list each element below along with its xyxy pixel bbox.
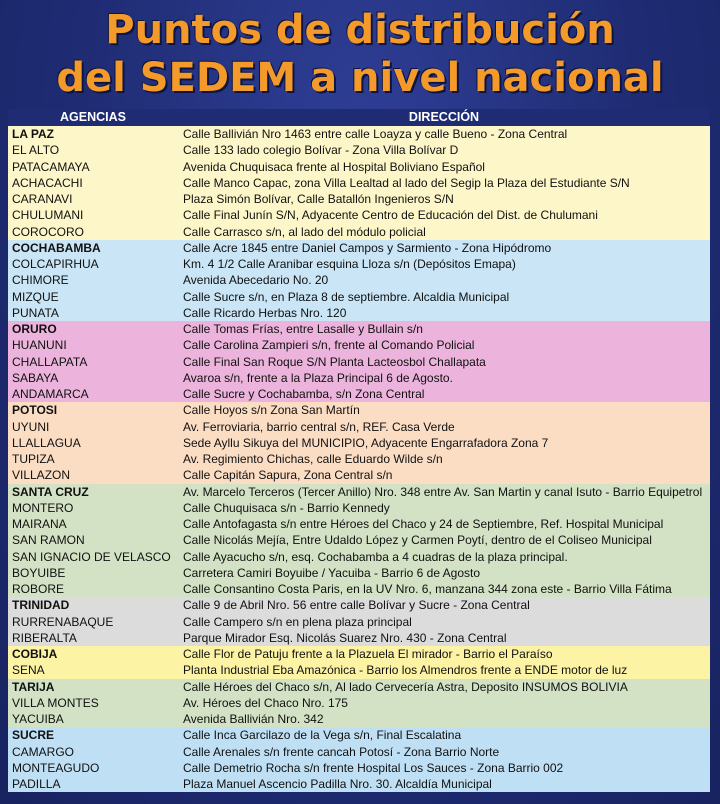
agency-cell: YACUIBA xyxy=(12,712,64,726)
table-row xyxy=(8,451,710,467)
agency-cell: TUPIZA xyxy=(12,452,55,466)
agency-cell: PATACAMAYA xyxy=(12,159,90,174)
table-row xyxy=(8,484,710,500)
table-row xyxy=(8,224,710,240)
agency-cell: SENA xyxy=(12,663,45,678)
address-cell: Calle Hoyos s/n Zona San Martín xyxy=(183,403,360,418)
title-line-2: del SEDEM a nivel nacional xyxy=(56,55,664,101)
address-cell: Calle Sucre s/n, en Plaza 8 de septiembre. Alcaldia Municipal xyxy=(183,289,510,304)
distribution-table xyxy=(8,109,710,792)
agency-cell: SAN IGNACIO DE VELASCO xyxy=(12,549,171,564)
table-row xyxy=(8,191,710,207)
address-cell: Calle Ayacucho s/n, esq. Cochabamba a 4 cuadras de la plaza principal. xyxy=(183,549,568,564)
agency-cell: MONTEAGUDO xyxy=(12,760,100,775)
address-cell: Calle Campero s/n en plena plaza principal xyxy=(183,614,412,629)
table-body xyxy=(8,126,710,792)
address-cell: Calle Capitán Sapura, Zona Central s/n xyxy=(183,468,393,483)
table-row xyxy=(8,386,710,402)
agency-cell: CARANAVI xyxy=(12,192,73,206)
address-cell: Calle 9 de Abril Nro. 56 entre calle Bolívar y Sucre - Zona Central xyxy=(183,598,530,613)
table-row xyxy=(8,532,710,548)
table-row xyxy=(8,776,710,792)
address-cell: Carretera Camiri Boyuibe / Yacuiba - Barrio 6 de Agosto xyxy=(183,565,481,580)
table-row xyxy=(8,419,710,435)
agency-cell: CHALLAPATA xyxy=(12,354,88,369)
table-header xyxy=(8,109,710,126)
address-cell: Calle Demetrio Rocha s/n frente Hospital Los Sauces - Zona Barrio 002 xyxy=(183,760,564,775)
address-cell: Calle Final San Roque S/N Planta Lacteosbol Challapata xyxy=(183,354,486,369)
address-cell: Calle Carolina Zampieri s/n, frente al Comando Policial xyxy=(183,338,475,353)
table-row xyxy=(8,256,710,272)
table-row xyxy=(8,126,710,142)
table-row xyxy=(8,289,710,305)
agency-cell: VILLA MONTES xyxy=(12,695,99,710)
agency-cell: SANTA CRUZ xyxy=(12,484,89,499)
agency-cell: COCHABAMBA xyxy=(12,240,101,255)
agency-cell: EL ALTO xyxy=(12,143,60,158)
address-cell: Sede Ayllu Sikuya del MUNICIPIO, Adyacente Engarrafadora Zona 7 xyxy=(183,435,549,450)
agency-cell: RIBERALTA xyxy=(12,630,77,645)
agency-cell: MONTERO xyxy=(12,500,74,515)
agency-cell: TRINIDAD xyxy=(12,598,70,613)
agency-cell: TARIJA xyxy=(12,679,55,694)
address-cell: Calle Nicolás Mejía, Entre Udaldo López y Carmen Poytí, dentro de el Coliseo Municipal xyxy=(183,533,652,548)
address-cell: Calle Final Junín S/N, Adyacente Centro de Educación del Dist. de Chulumani xyxy=(183,208,598,223)
agency-cell: PUNATA xyxy=(12,305,59,320)
address-cell: Av. Héroes del Chaco Nro. 175 xyxy=(183,695,348,710)
address-cell: Av. Ferroviaria, barrio central s/n, REF. Casa Verde xyxy=(183,419,455,434)
address-cell: Plaza Simón Bolívar, Calle Batallón Ingenieros S/N xyxy=(183,192,454,206)
agency-cell: SUCRE xyxy=(12,728,55,743)
table-row xyxy=(8,760,710,776)
agency-cell: MAIRANA xyxy=(12,517,67,531)
table-row xyxy=(8,500,710,516)
address-cell: Calle Carrasco s/n, al lado del módulo policial xyxy=(183,224,426,239)
agency-cell: UYUNI xyxy=(12,419,50,434)
agency-cell: PADILLA xyxy=(12,777,61,791)
table-row xyxy=(8,354,710,370)
address-cell: Calle Héroes del Chaco s/n, Al lado Cervecería Astra, Deposito INSUMOS BOLIVIA xyxy=(183,679,628,694)
address-cell: Avenida Ballivián Nro. 342 xyxy=(183,712,324,726)
table-row xyxy=(8,630,710,646)
table-row xyxy=(8,744,710,760)
address-cell: Calle Chuquisaca s/n - Barrio Kennedy xyxy=(183,500,390,515)
address-cell: Calle Tomas Frías, entre Lasalle y Bullain s/n xyxy=(183,322,423,336)
table-row xyxy=(8,337,710,353)
table-row xyxy=(8,565,710,581)
address-cell: Calle Arenales s/n frente cancah Potosí - Zona Barrio Norte xyxy=(183,744,500,759)
table-row xyxy=(8,646,710,662)
table-row xyxy=(8,142,710,158)
agency-cell: CHULUMANI xyxy=(12,208,84,223)
table-row xyxy=(8,727,710,743)
address-cell: Parque Mirador Esq. Nicolás Suarez Nro. 430 - Zona Central xyxy=(183,630,507,645)
table-row xyxy=(8,305,710,321)
table-row xyxy=(8,207,710,223)
address-cell: Avenida Chuquisaca frente al Hospital Boliviano Español xyxy=(183,159,485,174)
agency-cell: COLCAPIRHUA xyxy=(12,257,99,271)
agency-cell: CHIMORE xyxy=(12,273,69,288)
title-line-1: Puntos de distribución xyxy=(105,7,615,53)
address-cell: Calle Ricardo Herbas Nro. 120 xyxy=(183,305,347,320)
agency-cell: HUANUNI xyxy=(12,338,67,353)
address-cell: Calle Acre 1845 entre Daniel Campos y Sarmiento - Zona Hipódromo xyxy=(183,240,552,255)
table-row xyxy=(8,711,710,727)
table-row xyxy=(8,175,710,191)
table-row xyxy=(8,240,710,256)
address-cell: Calle Ballivián Nro 1463 entre calle Loayza y calle Bueno - Zona Central xyxy=(183,127,568,141)
address-cell: Av. Regimiento Chichas, calle Eduardo Wilde s/n xyxy=(183,452,443,466)
table-row xyxy=(8,549,710,565)
table-row xyxy=(8,679,710,695)
address-cell: Calle Antofagasta s/n entre Héroes del Chaco y 24 de Septiembre, Ref. Hospital Municipal xyxy=(183,517,664,531)
header-direccion: DIRECCIÓN xyxy=(408,110,480,124)
table-row xyxy=(8,435,710,451)
table-row xyxy=(8,516,710,532)
table-row xyxy=(8,467,710,483)
address-cell: Avenida Abecedario No. 20 xyxy=(183,273,329,288)
address-cell: Av. Marcelo Terceros (Tercer Anillo) Nro. 348 entre Av. San Martin y canal Isuto - Barrio Equipetrol xyxy=(183,484,703,499)
address-cell: Calle Manco Capac, zona Villa Lealtad al lado del Segip la Plaza del Estudiante S/N xyxy=(183,175,630,190)
table-row xyxy=(8,272,710,288)
address-cell: Calle Flor de Patuju frente a la Plazuela El mirador - Barrio el Paraíso xyxy=(183,647,553,661)
table-row xyxy=(8,662,710,678)
agency-cell: ORURO xyxy=(12,322,57,336)
table-row xyxy=(8,370,710,386)
table-row xyxy=(8,402,710,418)
agency-cell: SABAYA xyxy=(12,370,59,385)
address-cell: Km. 4 1/2 Calle Aranibar esquina Lloza s/n (Depósitos Emapa) xyxy=(183,257,516,271)
agency-cell: POTOSI xyxy=(12,403,58,418)
table-row xyxy=(8,597,710,613)
table-row xyxy=(8,159,710,175)
agency-cell: ROBORE xyxy=(12,582,65,596)
agency-cell: COBIJA xyxy=(12,647,58,661)
page-title xyxy=(0,0,720,102)
agency-cell: LLALLAGUA xyxy=(12,435,81,450)
agency-cell: CAMARGO xyxy=(12,744,75,759)
address-cell: Plaza Manuel Ascencio Padilla Nro. 30. Alcaldía Municipal xyxy=(183,777,492,791)
table-row xyxy=(8,321,710,337)
agency-cell: RURRENABAQUE xyxy=(12,614,114,629)
agency-cell: COROCORO xyxy=(12,224,84,239)
table-row xyxy=(8,581,710,597)
address-cell: Calle Sucre y Cochabamba, s/n Zona Central xyxy=(183,387,425,401)
agency-cell: SAN RAMON xyxy=(12,533,85,548)
address-cell: Calle Consantino Costa Paris, en la UV Nro. 6, manzana 344 zona este - Barrio Villa Fátima xyxy=(183,582,672,596)
agency-cell: MIZQUE xyxy=(12,289,59,304)
address-cell: Calle 133 lado colegio Bolívar - Zona Villa Bolívar D xyxy=(183,143,459,158)
header-agencias: AGENCIAS xyxy=(60,110,126,124)
agency-cell: LA PAZ xyxy=(12,127,54,141)
address-cell: Planta Industrial Eba Amazónica - Barrio los Almendros frente a ENDE motor de luz xyxy=(183,663,628,678)
agency-cell: VILLAZON xyxy=(12,468,71,483)
address-cell: Calle Inca Garcilazo de la Vega s/n, Final Escalatina xyxy=(183,728,462,743)
address-cell: Avaroa s/n, frente a la Plaza Principal 6 de Agosto. xyxy=(183,370,453,385)
table-row xyxy=(8,695,710,711)
agency-cell: BOYUIBE xyxy=(12,565,66,580)
table-row xyxy=(8,614,710,630)
agency-cell: ACHACACHI xyxy=(12,175,83,190)
agency-cell: ANDAMARCA xyxy=(12,387,89,401)
